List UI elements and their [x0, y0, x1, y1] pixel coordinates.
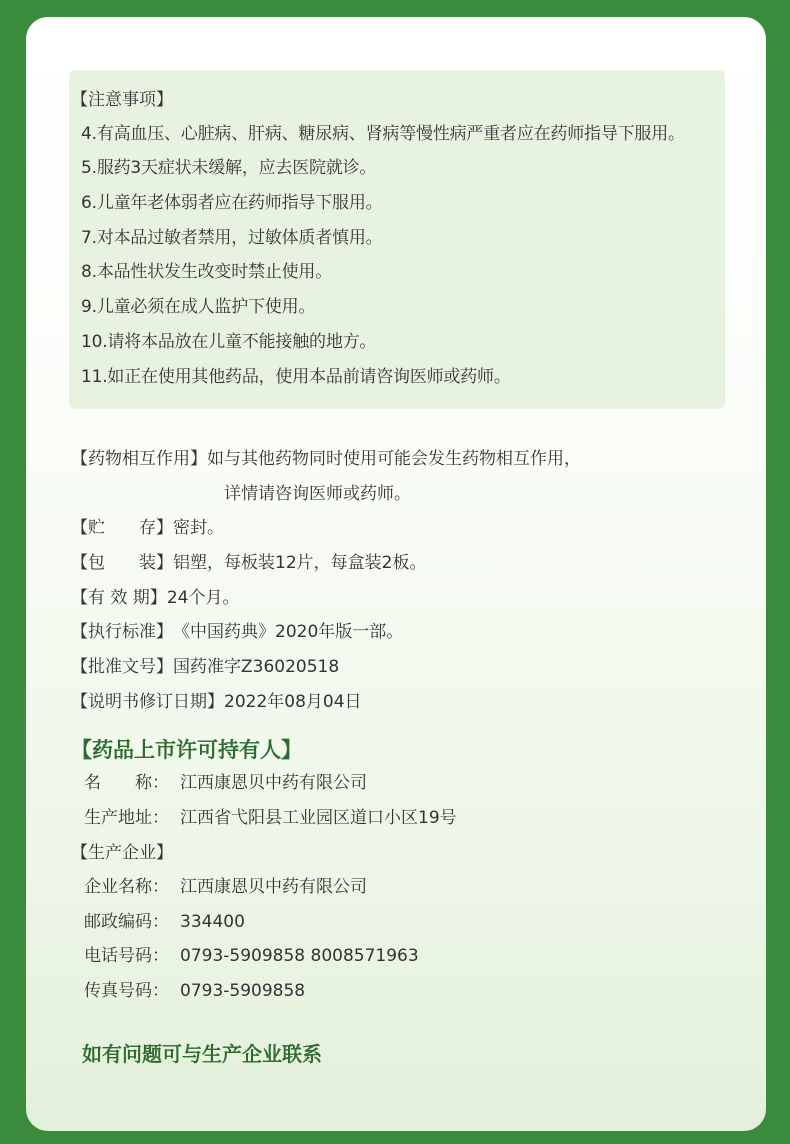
- interaction-label: 【药物相互作用】: [71, 449, 207, 469]
- interaction-text-cont: 详情请咨询医师或药师。: [224, 484, 411, 504]
- notice-item: 4.有高血压、心脏病、肝病、糖尿病、肾病等慢性病严重者应在药师指导下服用。: [81, 124, 685, 144]
- leaflet-card: [26, 17, 766, 1131]
- storage-text: 密封。: [173, 518, 224, 538]
- producer-postcode-line: [84, 911, 245, 933]
- storage-label: 【贮 存】: [71, 518, 173, 538]
- holder-title: 【药品上市许可持有人】: [71, 738, 302, 762]
- revision-line: [71, 691, 362, 713]
- approval-line: [71, 656, 339, 678]
- holder-name-label: 名 称：: [84, 773, 169, 793]
- notice-item: 5.服药3天症状未缓解，应去医院就诊。: [81, 158, 377, 178]
- notice-item: 10.请将本品放在儿童不能接触的地方。: [81, 332, 377, 352]
- producer-phone-label: 电话号码：: [84, 946, 169, 966]
- producer-fax-label: 传真号码：: [84, 981, 169, 1001]
- holder-address-line: [84, 807, 457, 829]
- notice-item: 9.儿童必须在成人监护下使用。: [81, 297, 316, 317]
- producer-company-line: [84, 876, 367, 898]
- producer-title: 【生产企业】: [71, 843, 173, 863]
- notice-item: 7.对本品过敏者禁用，过敏体质者慎用。: [81, 228, 383, 248]
- approval-text: 国药准字Z36020518: [173, 657, 340, 677]
- approval-label: 【批准文号】: [71, 657, 173, 677]
- holder-address-label: 生产地址：: [84, 808, 169, 828]
- package-text: 铝塑，每板装12片，每盒装2板。: [173, 553, 427, 573]
- producer-company-label: 企业名称：: [84, 877, 169, 897]
- notice-item: 6.儿童年老体弱者应在药师指导下服用。: [81, 193, 383, 213]
- validity-line: [71, 587, 239, 609]
- package-label: 【包 装】: [71, 553, 173, 573]
- holder-name-line: [84, 772, 367, 794]
- interaction-line: [71, 448, 581, 470]
- producer-company-value: 江西康恩贝中药有限公司: [180, 877, 367, 897]
- standard-label: 【执行标准】: [71, 622, 173, 642]
- producer-fax-value: 0793-5909858: [180, 981, 306, 1001]
- standard-text: 《中国药典》2020年版一部。: [173, 622, 404, 642]
- validity-label: 【有 效 期】: [71, 588, 167, 608]
- storage-line: [71, 517, 224, 539]
- revision-text: 2022年08月04日: [224, 692, 362, 712]
- contact-note: 如有问题可与生产企业联系: [82, 1042, 322, 1066]
- notice-item: 8.本品性状发生改变时禁止使用。: [81, 262, 333, 282]
- standard-line: [71, 621, 403, 643]
- producer-postcode-label: 邮政编码：: [84, 912, 169, 932]
- producer-phone-value: 0793-5909858 8008571963: [180, 946, 419, 966]
- package-line: [71, 552, 426, 574]
- revision-label: 【说明书修订日期】: [71, 692, 224, 712]
- holder-name-value: 江西康恩贝中药有限公司: [180, 773, 367, 793]
- notice-item: 11.如正在使用其他药品，使用本品前请咨询医师或药师。: [81, 367, 511, 387]
- validity-text: 24个月。: [166, 588, 240, 608]
- producer-postcode-value: 334400: [180, 912, 245, 932]
- notice-title: 【注意事项】: [71, 90, 173, 110]
- interaction-text: 如与其他药物同时使用可能会发生药物相互作用，: [207, 449, 581, 469]
- producer-fax-line: [84, 980, 305, 1002]
- producer-phone-line: [84, 945, 419, 967]
- holder-address-value: 江西省弋阳县工业园区道口小区19号: [180, 808, 457, 828]
